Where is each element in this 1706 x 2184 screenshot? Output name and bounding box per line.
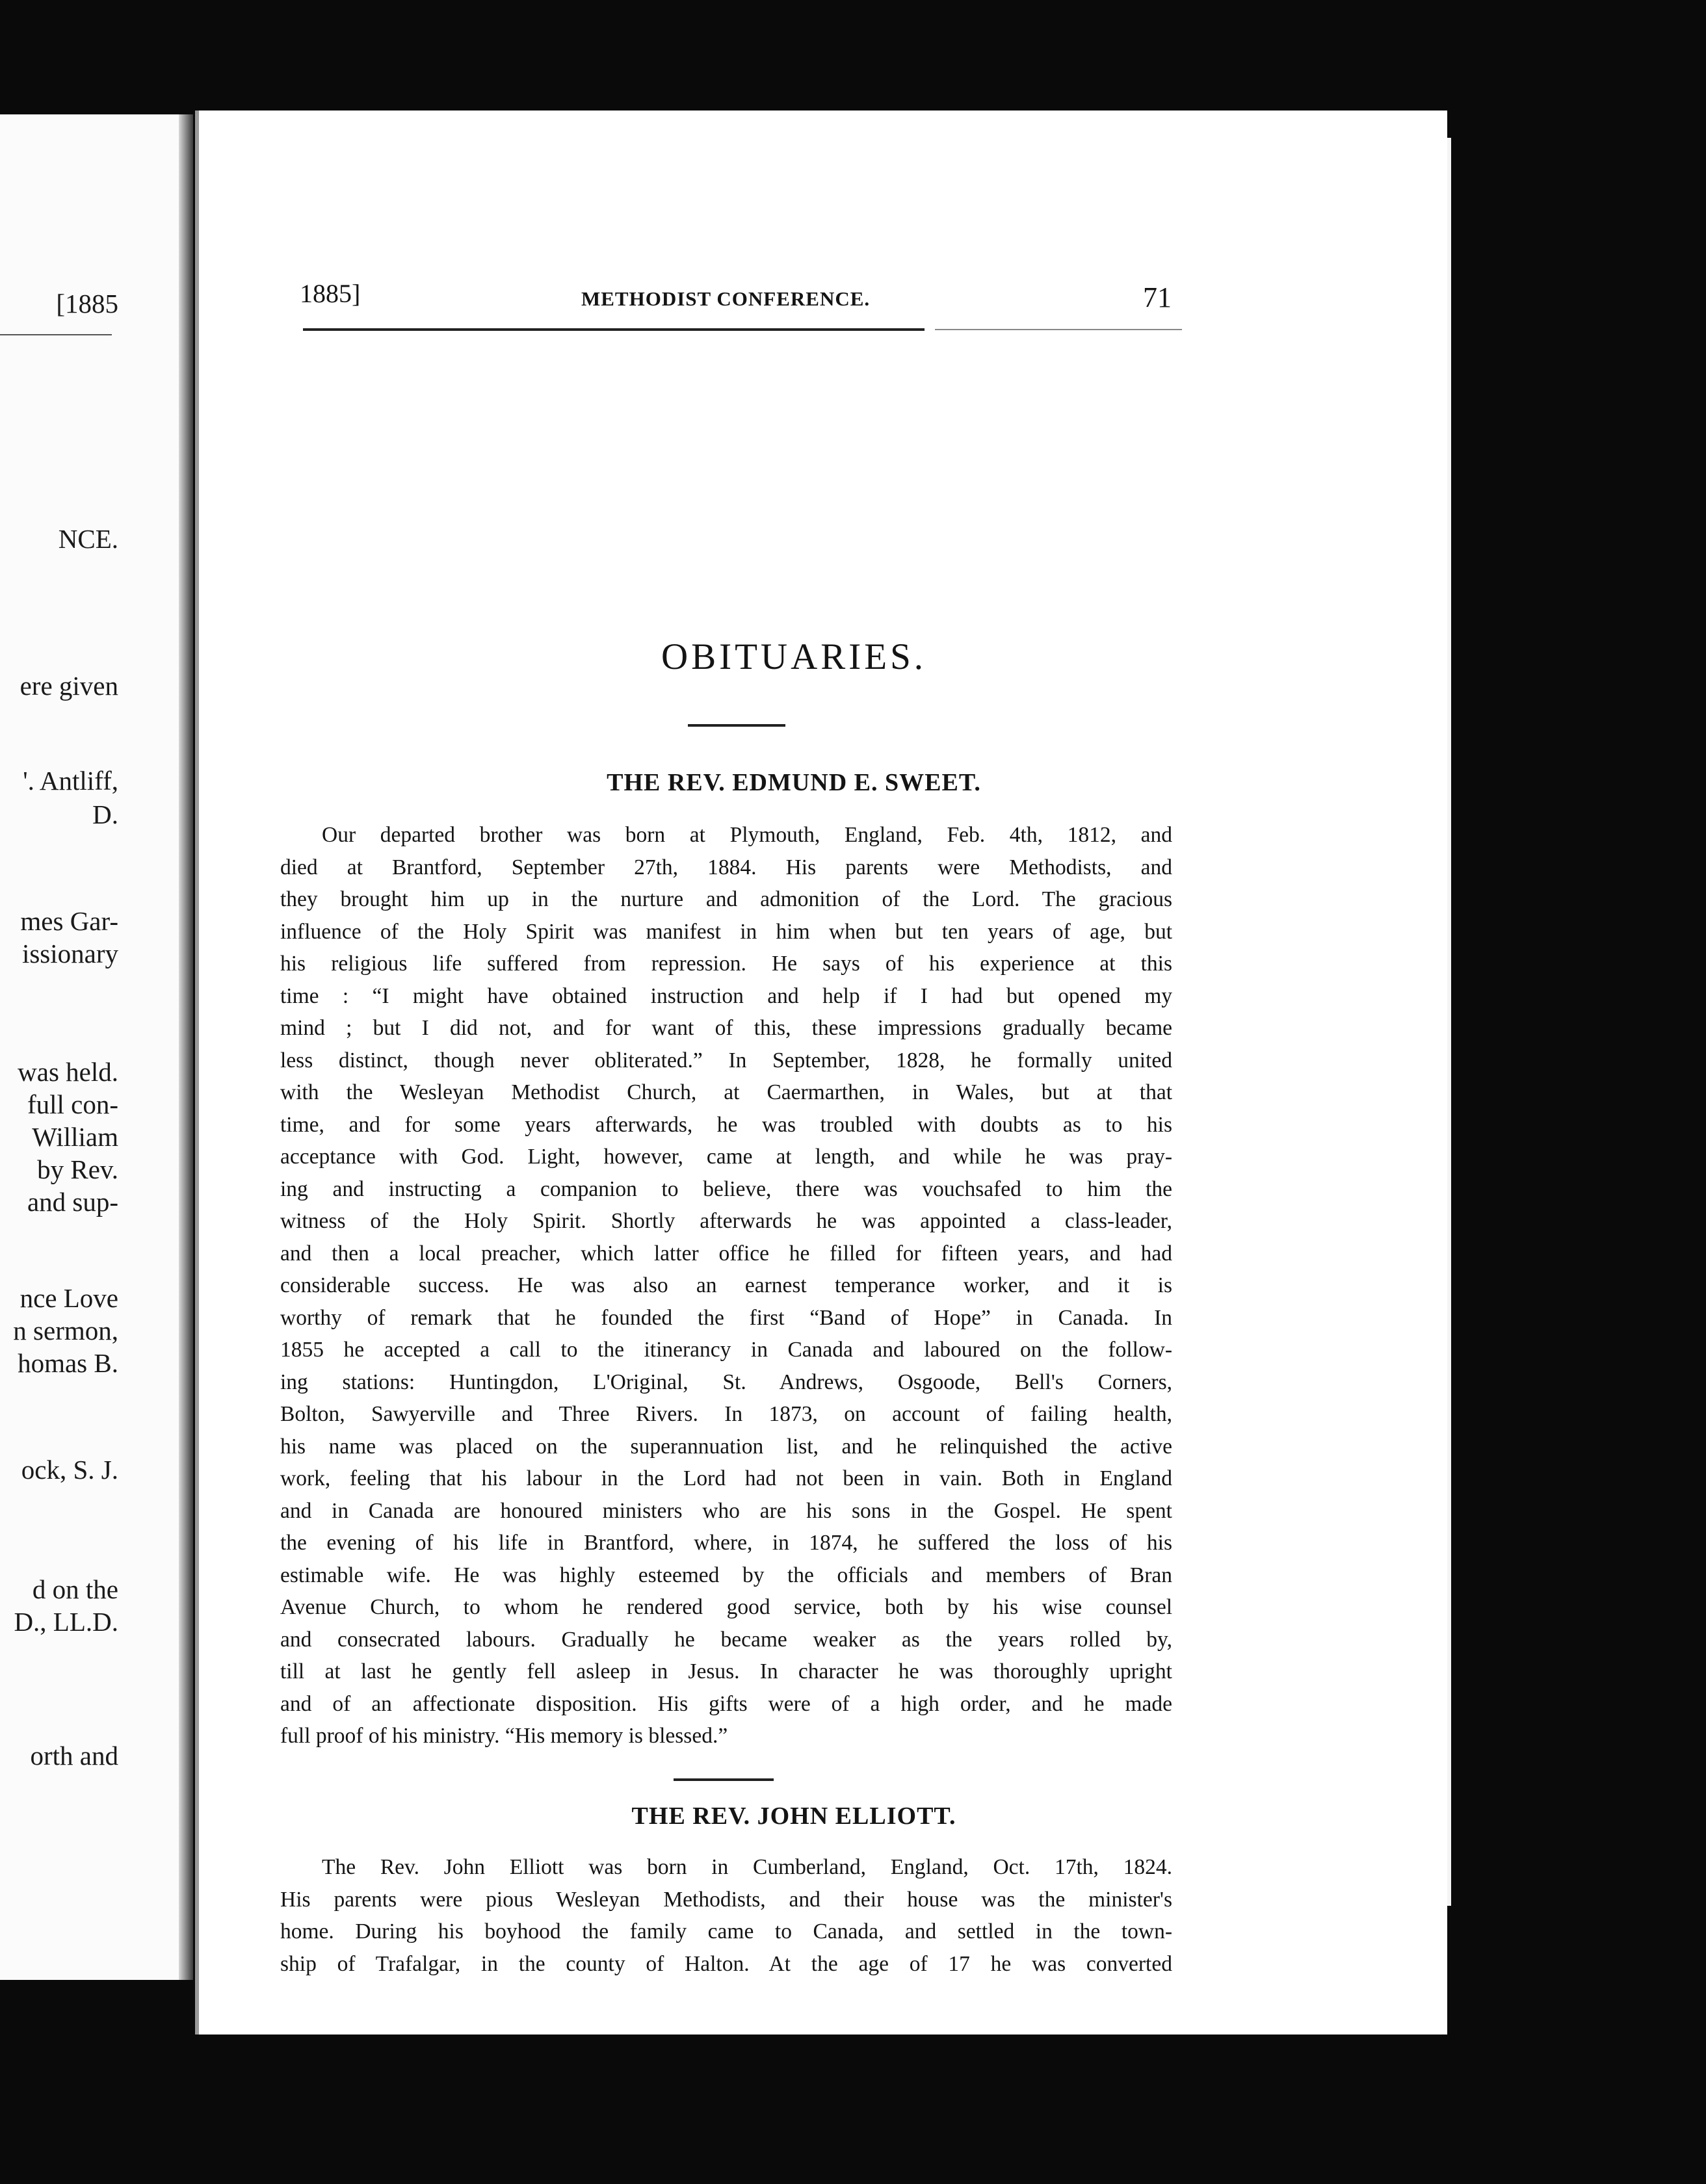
text-line: his name was placed on the superannuation list, and he relinquished the active — [280, 1434, 1172, 1459]
previous-page-line: ere given — [20, 671, 118, 701]
obituary-text — [280, 819, 1172, 1752]
text-line: Bolton, Sawyerville and Three Rivers. In 1873, on account of failing health, — [280, 1402, 1172, 1426]
text-line: Avenue Church, to whom he rendered good service, both by his wise counsel — [280, 1595, 1172, 1619]
previous-page-line: n sermon, — [13, 1316, 118, 1346]
section-title: OBITUARIES. — [661, 636, 927, 677]
text-line: Our departed brother was born at Plymouth, England, Feb. 4th, 1812, and — [322, 823, 1172, 847]
previous-page-line: was held. — [18, 1057, 118, 1087]
text-line: with the Wesleyan Methodist Church, at Caermarthen, in Wales, but at that — [280, 1080, 1172, 1104]
previous-page-line: homas B. — [18, 1348, 118, 1378]
text-line: less distinct, though never obliterated.” In September, 1828, he formally united — [280, 1048, 1172, 1072]
header-rule — [303, 328, 925, 331]
previous-page-line: full con- — [27, 1089, 118, 1119]
section-divider — [688, 724, 785, 727]
previous-page-line: '. Antliff, — [23, 766, 118, 796]
running-header-title: METHODIST CONFERENCE. — [581, 287, 871, 310]
previous-page-header-rule — [0, 334, 112, 335]
text-line: worthy of remark that he founded the first “Band of Hope” in Canada. In — [280, 1305, 1172, 1330]
obituary-text — [280, 1851, 1172, 1980]
previous-page-line: issionary — [21, 939, 118, 968]
text-line: died at Brantford, September 27th, 1884. His parents were Methodists, and — [280, 855, 1172, 879]
text-line: till at last he gently fell asleep in Jesus. In character he was thoroughly upright — [280, 1659, 1172, 1684]
text-line: The Rev. John Elliott was born in Cumberland, England, Oct. 17th, 1824. — [322, 1855, 1172, 1879]
text-line: they brought him up in the nurture and admonition of the Lord. The gracious — [280, 887, 1172, 911]
text-line: home. During his boyhood the family came to Canada, and settled in the town- — [280, 1919, 1172, 1944]
previous-page-line: D. — [92, 800, 118, 829]
text-line: time, and for some years afterwards, he was troubled with doubts as to his — [280, 1112, 1172, 1137]
previous-page-line: and sup- — [27, 1187, 118, 1217]
running-header-year: 1885] — [300, 279, 361, 308]
text-line: considerable success. He was also an earnest temperance worker, and it is — [280, 1273, 1172, 1297]
text-line: work, feeling that his labour in the Lord had not been in vain. Both in England — [280, 1466, 1172, 1490]
text-line: ing and instructing a companion to believe, there was vouchsafed to him the — [280, 1176, 1172, 1201]
obituary-heading: THE REV. JOHN ELLIOTT. — [631, 1802, 956, 1830]
text-line: and of an affectionate disposition. His gifts were of a high order, and he made — [280, 1691, 1172, 1716]
previous-page-line: ock, S. J. — [21, 1455, 118, 1485]
previous-page-line: mes Gar- — [20, 906, 118, 936]
previous-page-line: orth and — [30, 1741, 118, 1771]
text-line: His parents were pious Wesleyan Methodists, and their house was the minister's — [280, 1887, 1172, 1912]
text-line: and then a local preacher, which latter office he filled for fifteen years, and had — [280, 1241, 1172, 1266]
previous-page-line: NCE. — [58, 524, 118, 554]
header-rule — [935, 329, 1182, 330]
text-line: 1855 he accepted a call to the itinerancy in Canada and laboured on the follow- — [280, 1338, 1172, 1362]
previous-page-line: d on the — [32, 1574, 118, 1604]
previous-page-line: D., LL.D. — [14, 1607, 118, 1637]
previous-page-line: William — [32, 1122, 118, 1152]
section-divider — [674, 1778, 774, 1781]
text-line: witness of the Holy Spirit. Shortly afterwards he was appointed a class-leader, — [280, 1209, 1172, 1233]
text-line: ship of Trafalgar, in the county of Halton. At the age of 17 he was converted — [280, 1951, 1172, 1976]
text-line: his religious life suffered from repression. He says of his experience at this — [280, 952, 1172, 976]
previous-page-line: nce Love — [20, 1283, 118, 1313]
previous-page-fragment — [0, 114, 189, 1980]
text-line: the evening of his life in Brantford, where, in 1874, he suffered the loss of his — [280, 1531, 1172, 1555]
text-line: estimable wife. He was highly esteemed by the officials and members of Bran — [280, 1563, 1172, 1587]
text-line: ing stations: Huntingdon, L'Original, St. Andrews, Osgoode, Bell's Corners, — [280, 1370, 1172, 1394]
book-page — [195, 110, 1447, 2034]
text-line: and in Canada are honoured ministers who are his sons in the Gospel. He spent — [280, 1498, 1172, 1523]
text-line: and consecrated labours. Gradually he became weaker as the years rolled by, — [280, 1627, 1172, 1652]
text-line: mind ; but I did not, and for want of this, these impressions gradually became — [280, 1016, 1172, 1040]
page-number: 71 — [1143, 281, 1172, 313]
text-line: acceptance with God. Light, however, came at length, and while he was pray- — [280, 1145, 1172, 1169]
text-line: influence of the Holy Spirit was manifest in him when but ten years of age, but — [280, 919, 1172, 944]
obituary-heading: THE REV. EDMUND E. SWEET. — [607, 769, 981, 796]
previous-page-line: by Rev. — [37, 1154, 118, 1184]
previous-page-header: [1885 — [56, 289, 118, 318]
text-line: time : “I might have obtained instruction and help if I had but opened my — [280, 983, 1172, 1008]
book-gutter-shadow — [179, 114, 193, 1980]
text-line: full proof of his ministry. “His memory is blessed.” — [280, 1724, 728, 1748]
